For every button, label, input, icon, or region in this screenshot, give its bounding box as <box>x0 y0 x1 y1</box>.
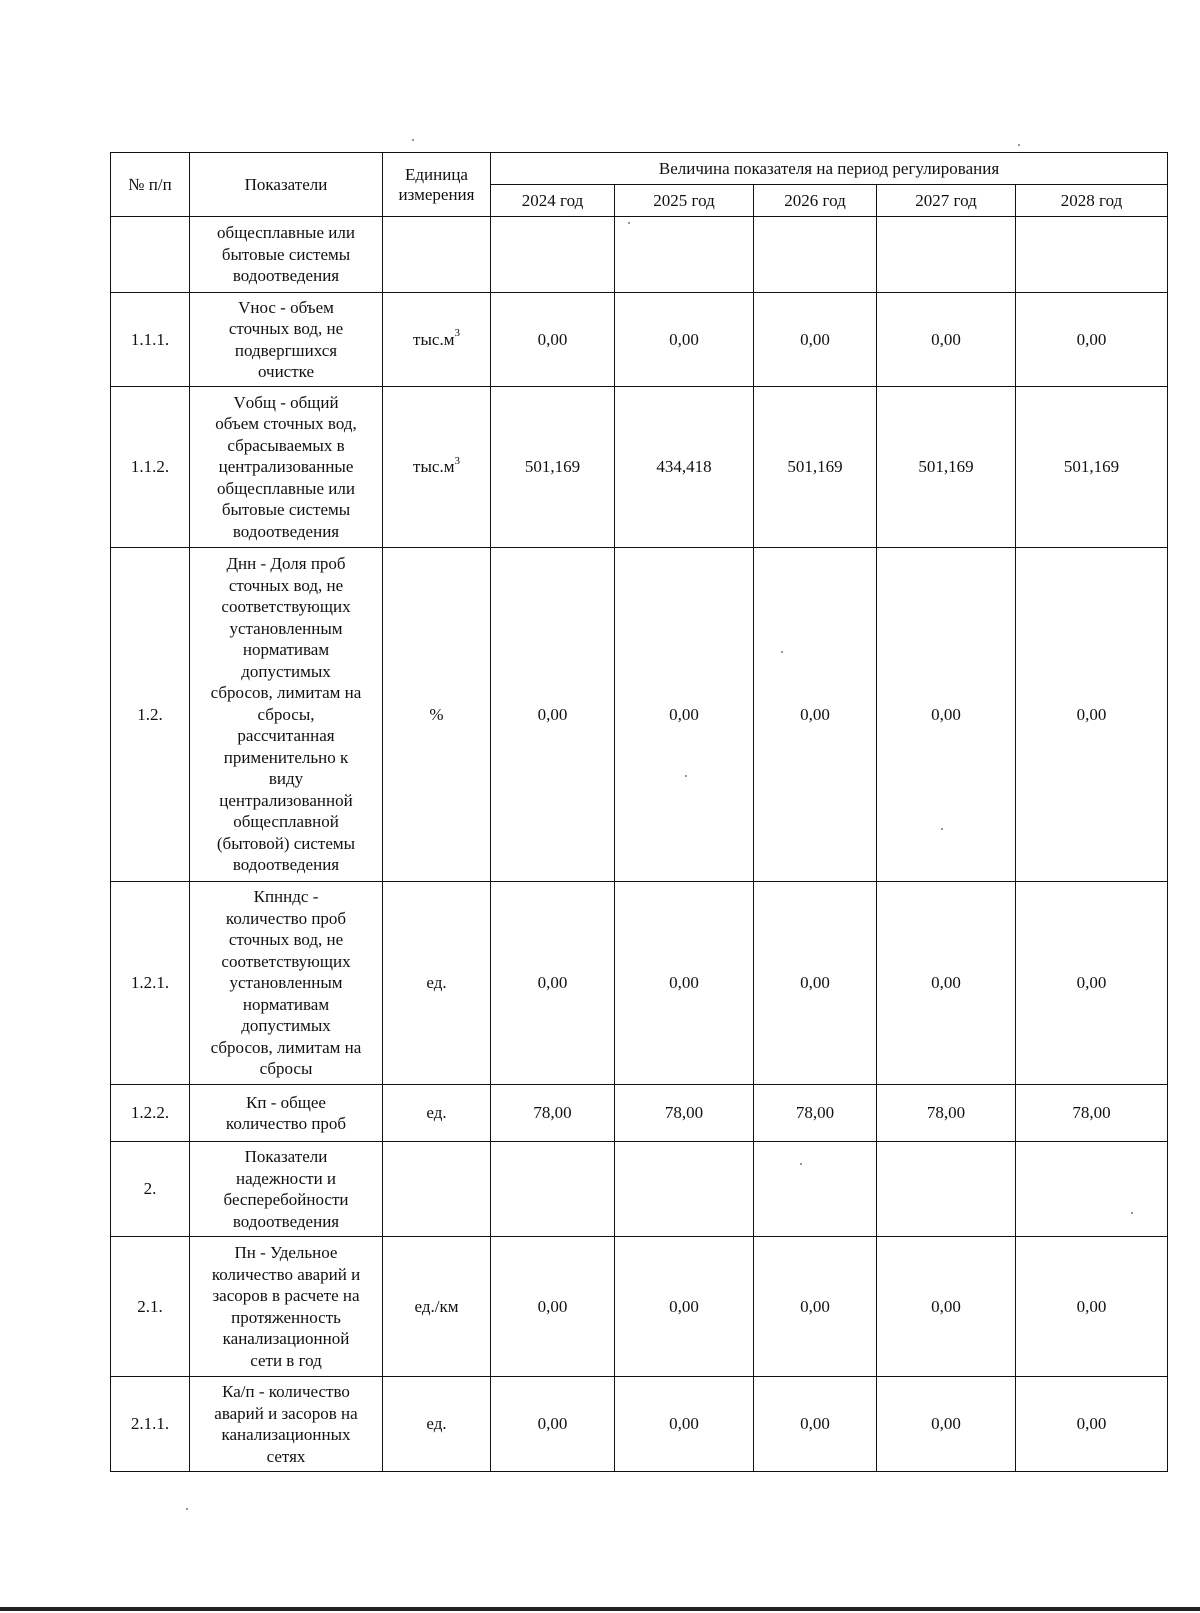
cell-unit <box>383 387 491 548</box>
indicator-line: сбросов, лимитам на <box>210 1037 362 1057</box>
unit-superscript: 3 <box>454 327 460 340</box>
cell-value-2024: 0,00 <box>491 548 615 882</box>
indicator-line: Ка/п - количество <box>222 1382 350 1401</box>
cell-value-2026: 0,00 <box>754 1237 877 1377</box>
indicator-line: (бытовой) системы <box>216 833 356 853</box>
cell-value-2028 <box>1016 217 1168 293</box>
cell-value-2025: 78,00 <box>615 1085 754 1142</box>
cell-num: 2.1.1. <box>111 1377 190 1472</box>
indicator-line: сбросы, <box>257 704 315 724</box>
header-year-2024: 2024 год <box>491 185 615 217</box>
cell-value-2026: 0,00 <box>754 1377 877 1472</box>
cell-value-2025: 0,00 <box>615 882 754 1085</box>
cell-unit <box>383 293 491 387</box>
cell-indicator <box>190 882 383 1085</box>
indicator-line: очистке <box>257 362 315 381</box>
row-2 <box>111 1142 1168 1237</box>
indicator-line: Пн - Удельное <box>234 1243 338 1262</box>
cell-value-2024 <box>491 1142 615 1237</box>
cell-indicator <box>190 1377 383 1472</box>
indicator-line: сети в год <box>250 1350 322 1370</box>
cell-value-2027: 0,00 <box>877 1237 1016 1377</box>
cell-value-2027: 501,169 <box>877 387 1016 548</box>
cell-num: 2. <box>111 1142 190 1237</box>
cell-value-2028: 78,00 <box>1016 1085 1168 1142</box>
scan-speck <box>412 139 414 141</box>
row-1-2-2 <box>111 1085 1168 1142</box>
cell-unit <box>383 882 491 1085</box>
cell-unit <box>383 1142 491 1237</box>
header-indicators: Показатели <box>190 153 383 217</box>
cell-indicator <box>190 293 383 387</box>
unit-text: ед. <box>426 1414 447 1434</box>
unit-superscript: 3 <box>454 454 460 467</box>
scan-speck <box>1131 1212 1133 1214</box>
indicator-line: допустимых <box>241 661 331 681</box>
cell-num: 1.1.1. <box>111 293 190 387</box>
cell-value-2027: 0,00 <box>877 548 1016 882</box>
indicator-line: сетях <box>266 1446 306 1466</box>
cell-value-2025 <box>615 217 754 293</box>
cell-value-2024 <box>491 217 615 293</box>
indicator-line: водоотведения <box>232 1211 340 1231</box>
indicator-line: засоров в расчете на <box>212 1286 360 1305</box>
cell-value-2025: 0,00 <box>615 1377 754 1472</box>
header-year-2025: 2025 год <box>615 185 754 217</box>
indicator-line: применительно к <box>223 747 349 767</box>
cell-unit <box>383 217 491 293</box>
indicator-line: протяженность <box>231 1307 341 1327</box>
cell-unit <box>383 1377 491 1472</box>
indicator-line: бесперебойности <box>223 1190 349 1209</box>
indicator-line: допустимых <box>241 1016 331 1036</box>
cell-indicator <box>190 217 383 293</box>
indicator-line: сточных вод, не <box>228 319 344 338</box>
cell-value-2026: 501,169 <box>754 387 877 548</box>
header-unit <box>383 153 491 217</box>
indicator-line: установленным <box>229 973 343 993</box>
unit-text: % <box>429 704 444 724</box>
scan-speck <box>1018 144 1020 146</box>
cell-value-2025: 0,00 <box>615 293 754 387</box>
indicators-table <box>110 152 1168 1472</box>
header-unit-line1: Единица <box>405 164 468 184</box>
scan-speck <box>781 651 783 653</box>
unit-text: ед. <box>426 973 447 993</box>
row-1-1-1 <box>111 293 1168 387</box>
cell-indicator <box>190 1142 383 1237</box>
indicator-line: аварий и засоров на <box>214 1403 358 1423</box>
indicator-line: сбрасываемых в <box>227 435 345 455</box>
cell-value-2024: 78,00 <box>491 1085 615 1142</box>
table-body <box>111 217 1168 1472</box>
scan-speck <box>941 828 943 830</box>
indicator-line: канализационной <box>222 1329 350 1348</box>
indicator-line: надежности и <box>235 1168 337 1188</box>
cell-value-2026 <box>754 1142 877 1237</box>
indicator-line: бытовые системы <box>221 500 351 520</box>
cell-value-2028: 0,00 <box>1016 1377 1168 1472</box>
scan-speck <box>685 775 687 777</box>
indicator-line: Днн - Доля проб <box>226 554 346 574</box>
indicator-line: общесплавной <box>233 812 339 832</box>
indicator-line: нормативам <box>242 640 330 660</box>
cell-value-2024: 501,169 <box>491 387 615 548</box>
cell-value-2026: 0,00 <box>754 548 877 882</box>
row-2-1 <box>111 1237 1168 1377</box>
row-1-1-2 <box>111 387 1168 548</box>
cell-num: 1.2. <box>111 548 190 882</box>
cell-unit <box>383 1237 491 1377</box>
cell-value-2027: 0,00 <box>877 882 1016 1085</box>
header-unit-line2: измерения <box>398 184 475 204</box>
row-2-1-1 <box>111 1377 1168 1472</box>
cell-unit <box>383 1085 491 1142</box>
cell-value-2026: 0,00 <box>754 293 877 387</box>
indicator-line: сбросов, лимитам на <box>210 683 362 703</box>
cell-value-2026: 78,00 <box>754 1085 877 1142</box>
cell-num <box>111 217 190 293</box>
indicator-line: бытовые системы <box>221 244 351 264</box>
cell-value-2026 <box>754 217 877 293</box>
cell-indicator <box>190 387 383 548</box>
header-num: № п/п <box>111 153 190 217</box>
cell-indicator <box>190 1237 383 1377</box>
scan-speck <box>628 222 630 224</box>
unit-text: тыс.м <box>413 457 455 477</box>
indicator-line: виду <box>268 769 304 789</box>
cell-value-2024: 0,00 <box>491 1237 615 1377</box>
indicator-line: нормативам <box>242 994 330 1014</box>
indicator-line: централизованные <box>218 457 354 477</box>
cell-value-2027 <box>877 1142 1016 1237</box>
cell-value-2027: 0,00 <box>877 293 1016 387</box>
cell-value-2025: 0,00 <box>615 1237 754 1377</box>
indicator-line: количество аварий и <box>211 1264 361 1284</box>
indicator-line: рассчитанная <box>237 726 335 746</box>
cell-value-2025 <box>615 1142 754 1237</box>
indicator-line: сбросы <box>259 1059 313 1079</box>
cell-value-2028: 501,169 <box>1016 387 1168 548</box>
scan-speck <box>800 1163 802 1165</box>
row-continuation-systems <box>111 217 1168 293</box>
scan-speck <box>186 1508 188 1510</box>
cell-value-2028: 0,00 <box>1016 293 1168 387</box>
indicator-line: сточных вод, не <box>228 930 344 950</box>
indicator-line: объем сточных вод, <box>215 414 357 434</box>
cell-value-2028: 0,00 <box>1016 548 1168 882</box>
cell-indicator <box>190 548 383 882</box>
header-year-2027: 2027 год <box>877 185 1016 217</box>
cell-indicator <box>190 1085 383 1142</box>
cell-unit <box>383 548 491 882</box>
indicator-line: соответствующих <box>221 951 351 971</box>
indicator-line: соответствующих <box>221 597 351 617</box>
indicator-line: канализационных <box>221 1425 351 1444</box>
cell-value-2025: 434,418 <box>615 387 754 548</box>
unit-text: ед./км <box>414 1296 459 1316</box>
indicator-line: общесплавные или <box>217 478 355 498</box>
indicator-line: централизованной <box>219 790 353 810</box>
indicator-line: водоотведения <box>232 855 340 875</box>
cell-value-2027: 78,00 <box>877 1085 1016 1142</box>
unit-text: тыс.м <box>413 329 455 349</box>
indicator-line: Показатели <box>244 1147 328 1166</box>
cell-num: 2.1. <box>111 1237 190 1377</box>
cell-value-2024: 0,00 <box>491 293 615 387</box>
table-header <box>111 153 1168 217</box>
row-1-2 <box>111 548 1168 882</box>
cell-value-2026: 0,00 <box>754 882 877 1085</box>
cell-value-2024: 0,00 <box>491 882 615 1085</box>
indicator-line: водоотведения <box>232 266 340 286</box>
cell-num: 1.1.2. <box>111 387 190 548</box>
cell-value-2028: 0,00 <box>1016 1237 1168 1377</box>
cell-num: 1.2.1. <box>111 882 190 1085</box>
indicator-line: сточных вод, не <box>228 575 344 595</box>
indicator-line: Кп - общее <box>246 1092 326 1112</box>
indicator-line: количество проб <box>225 908 347 928</box>
cell-value-2027: 0,00 <box>877 1377 1016 1472</box>
cell-value-2024: 0,00 <box>491 1377 615 1472</box>
header-period: Величина показателя на период регулирования <box>491 153 1168 185</box>
row-1-2-1 <box>111 882 1168 1085</box>
indicator-line: Vнос - объем <box>238 297 334 317</box>
indicator-line: подвергшихся <box>234 340 338 360</box>
unit-text: ед. <box>426 1103 447 1123</box>
indicator-line: Кпнндс - <box>253 887 319 907</box>
cell-value-2028: 0,00 <box>1016 882 1168 1085</box>
cell-value-2028 <box>1016 1142 1168 1237</box>
header-year-2028: 2028 год <box>1016 185 1168 217</box>
cell-value-2025: 0,00 <box>615 548 754 882</box>
header-row-1 <box>111 153 1168 185</box>
indicator-line: Vобщ - общий <box>233 392 339 412</box>
indicator-line: водоотведения <box>232 521 340 541</box>
header-year-2026: 2026 год <box>754 185 877 217</box>
scan-bottom-edge <box>0 1607 1200 1611</box>
indicator-line: установленным <box>229 618 343 638</box>
cell-num: 1.2.2. <box>111 1085 190 1142</box>
cell-value-2027 <box>877 217 1016 293</box>
indicator-line: общесплавные или <box>217 223 355 243</box>
indicator-line: количество проб <box>225 1114 347 1133</box>
